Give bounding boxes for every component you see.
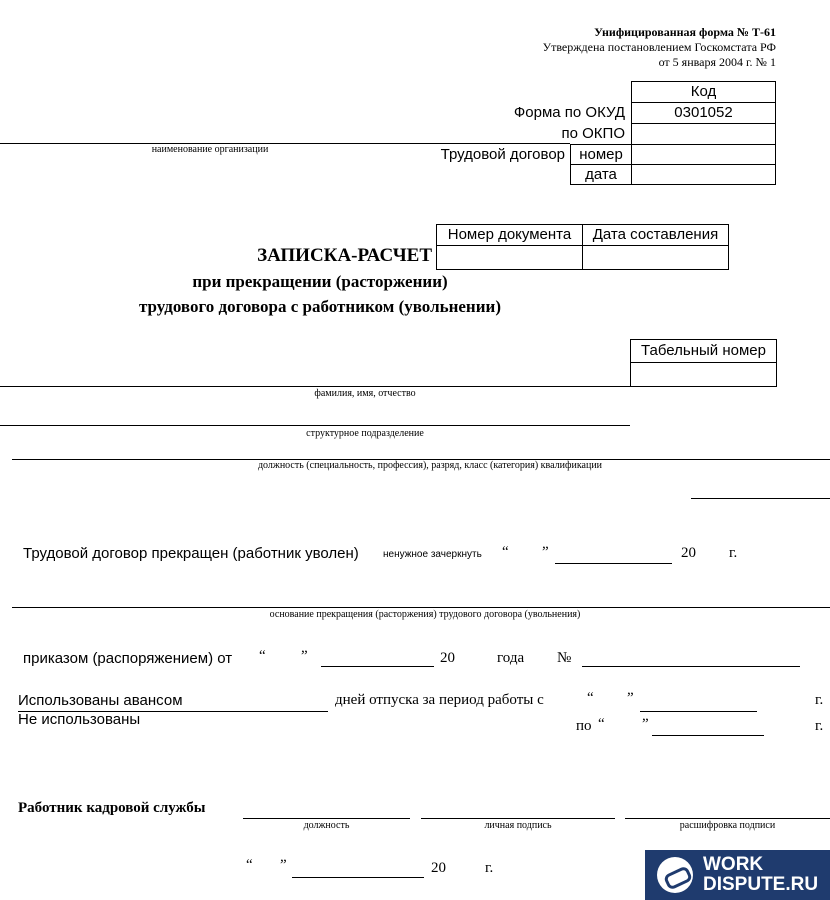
hr-decode-line[interactable] bbox=[625, 818, 830, 819]
page-title: ЗАПИСКА-РАСЧЕТ bbox=[257, 245, 432, 266]
contract-number-label: номер bbox=[570, 144, 632, 165]
hr-position-caption: должность bbox=[303, 820, 350, 831]
hr-quote-open: “ bbox=[246, 857, 253, 873]
handshake-icon bbox=[657, 857, 693, 893]
title-line-3: трудового договора с работником (увольнении) bbox=[139, 297, 501, 316]
quote-open: “ bbox=[502, 544, 509, 560]
strike-out-note: ненужное зачеркнуть bbox=[383, 549, 482, 560]
hr-decode-caption: расшифровка подписи bbox=[679, 820, 776, 831]
order-date-line[interactable] bbox=[321, 666, 434, 667]
vacation-not-used: Не использованы bbox=[18, 711, 141, 728]
vacation-to-line[interactable] bbox=[652, 735, 764, 736]
code-header: Код bbox=[631, 81, 776, 103]
order-number-sign: № bbox=[557, 650, 572, 666]
vacation-quote-close: ” bbox=[627, 690, 634, 706]
vacation-quote-open: “ bbox=[587, 690, 594, 706]
form-title: Унифицированная форма № Т-61 bbox=[594, 25, 776, 39]
position-extra-line[interactable] bbox=[691, 498, 830, 499]
department-caption: структурное подразделение bbox=[306, 428, 424, 439]
position-caption: должность (специальность, профессия), разряд, класс (категория) квалификации bbox=[257, 460, 603, 471]
tab-number-value[interactable] bbox=[630, 362, 777, 387]
organization-caption: наименование организации bbox=[151, 144, 269, 155]
hr-position-line[interactable] bbox=[243, 818, 410, 819]
doc-date-value[interactable] bbox=[582, 245, 729, 270]
vacation-used: Использованы авансом bbox=[18, 692, 183, 709]
doc-number-value[interactable] bbox=[436, 245, 583, 270]
department-line[interactable] bbox=[0, 425, 630, 426]
terminated-g: г. bbox=[729, 545, 738, 561]
title-line-2: при прекращении (расторжении) bbox=[192, 272, 448, 291]
okud-value[interactable]: 0301052 bbox=[631, 102, 776, 124]
vacation-g: г. bbox=[815, 692, 824, 708]
contract-date-label: дата bbox=[570, 164, 632, 185]
hr-g: г. bbox=[485, 860, 494, 876]
vacation-po: по bbox=[576, 718, 592, 734]
vacation-to-quote-open: “ bbox=[598, 716, 605, 732]
hr-quote-close: ” bbox=[280, 857, 287, 873]
basis-line[interactable] bbox=[12, 607, 830, 608]
order-year-word: года bbox=[497, 650, 525, 666]
hr-label: Работник кадровой службы bbox=[18, 800, 206, 816]
logo-line-2: DISPUTE.RU bbox=[703, 874, 819, 895]
approved-line-2: от 5 января 2004 г. № 1 bbox=[658, 55, 776, 69]
okud-label: Форма по ОКУД bbox=[513, 104, 625, 121]
vacation-days-text: дней отпуска за период работы с bbox=[335, 692, 544, 708]
approved-line-1: Утверждена постановлением Госкомстата РФ bbox=[542, 40, 776, 54]
order-quote-close: ” bbox=[301, 648, 308, 664]
okpo-value[interactable] bbox=[631, 123, 776, 145]
terminated-text: Трудовой договор прекращен (работник уволен) bbox=[23, 545, 359, 562]
workdispute-logo[interactable] bbox=[645, 850, 830, 900]
vacation-from-line[interactable] bbox=[640, 711, 757, 712]
order-year: 20 bbox=[440, 650, 455, 666]
contract-number-value[interactable] bbox=[631, 144, 776, 165]
fio-caption: фамилия, имя, отчество bbox=[314, 388, 416, 399]
terminated-date-line[interactable] bbox=[555, 563, 672, 564]
order-quote-open: “ bbox=[259, 648, 266, 664]
order-text: приказом (распоряжением) от bbox=[23, 650, 233, 667]
quote-close: ” bbox=[542, 544, 549, 560]
hr-signature-caption: личная подпись bbox=[484, 820, 552, 831]
tab-number-header: Табельный номер bbox=[630, 339, 777, 363]
contract-date-value[interactable] bbox=[631, 164, 776, 185]
hr-year: 20 bbox=[431, 860, 446, 876]
vacation-g2: г. bbox=[815, 718, 824, 734]
fio-line[interactable] bbox=[0, 386, 630, 387]
hr-date-line[interactable] bbox=[292, 877, 424, 878]
vacation-to-quote-close: ” bbox=[642, 716, 649, 732]
terminated-year: 20 bbox=[681, 545, 696, 561]
labor-contract-label: Трудовой договор bbox=[440, 146, 565, 163]
basis-caption: основание прекращения (расторжения) трудового договора (увольнения) bbox=[269, 609, 581, 620]
doc-date-header: Дата составления bbox=[582, 224, 729, 246]
logo-line-1: WORK bbox=[703, 854, 764, 875]
doc-number-header: Номер документа bbox=[436, 224, 583, 246]
okpo-label: по ОКПО bbox=[561, 125, 625, 142]
order-number-line[interactable] bbox=[582, 666, 800, 667]
hr-signature-line[interactable] bbox=[421, 818, 615, 819]
